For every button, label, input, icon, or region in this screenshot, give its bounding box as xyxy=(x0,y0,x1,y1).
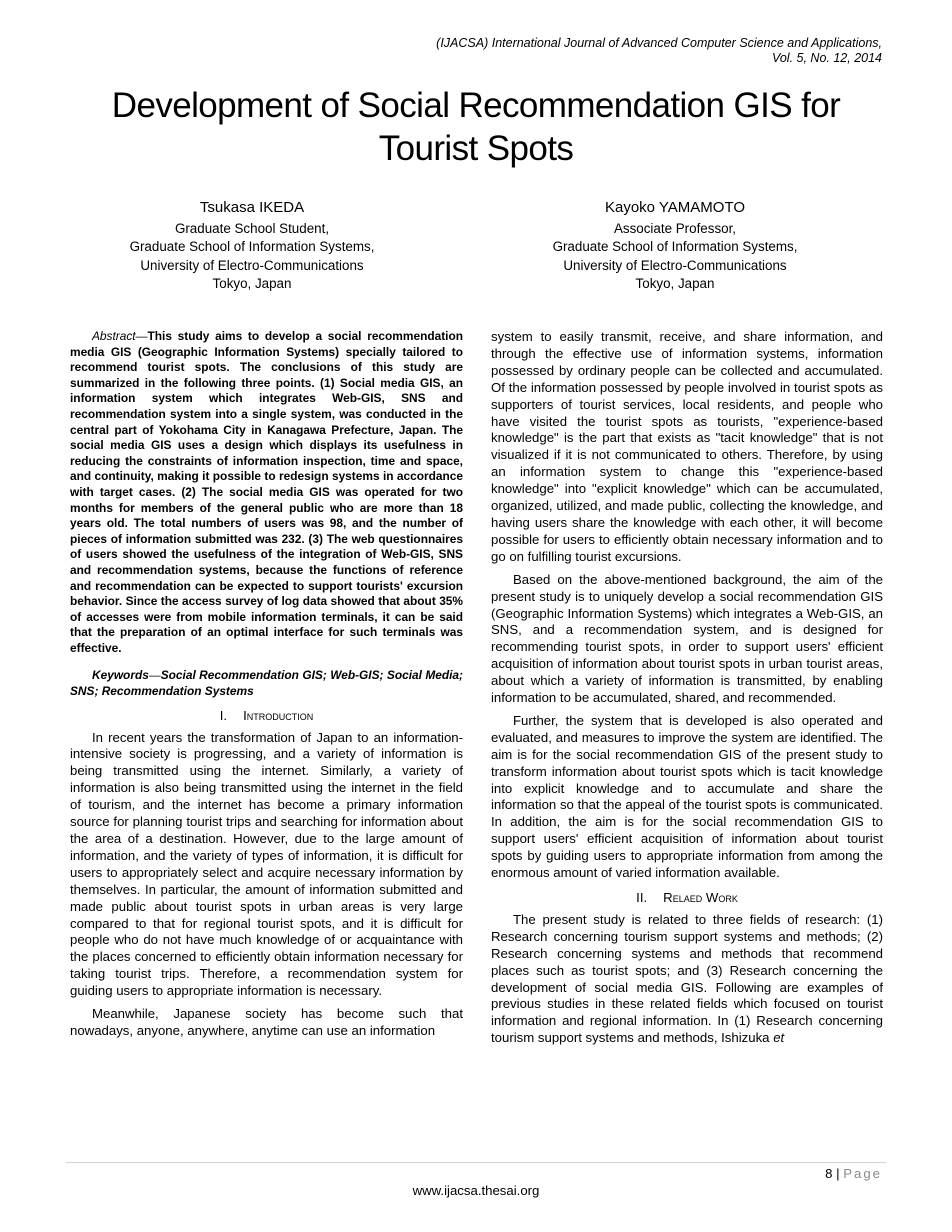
paragraph-italic: et xyxy=(773,1030,785,1046)
journal-header xyxy=(282,36,882,66)
keywords xyxy=(70,668,463,699)
paper-title-line1: Development of Social Recommendation GIS for xyxy=(111,86,841,125)
author-affiliation: Graduate School of Information Systems, xyxy=(552,239,798,255)
page-label: Page xyxy=(843,1166,882,1181)
section-number: I. xyxy=(219,707,228,723)
author-affiliation: University of Electro-Communications xyxy=(140,257,364,273)
section-title: Introduction xyxy=(243,707,314,723)
abstract-text: This study aims to develop a social recommendation media GIS (Geographic Information Systems) specially tailored to recommend tourist spots. The conclusions of this study are summarized in the following three points. (1) Social media GIS, an information system which integrates Web-GIS, SNS and recommendation system into a single system, was conducted in the central part of Yokohama City in Kanagawa Prefecture, Japan. The social media GIS uses a design which displays its usefulness in reducing the constraints of information inspection, time and space, and continuity, making it possible to redesign systems in accordance with target cases. (2) The social media GIS was operated for two months for members of the general public who are more than 18 years old. The total numbers of users was 98, and the number of pieces of information submitted was 232. (3) The web questionnaires of users showed the usefulness of the integration of Web-GIS, SNS and recommendation systems, because the functions of reference and recommendation can be expected to support tourists' excursion behavior. Since the access survey of log data showed that about 35% of accesses were from mobile information terminals, it can be said that the preparation of an optimal interface for such terminals was effective. xyxy=(70,329,463,655)
author-block-1 xyxy=(62,199,442,294)
author-affiliation: University of Electro-Communications xyxy=(563,257,787,273)
author-affiliation: Graduate School of Information Systems, xyxy=(129,239,375,255)
paper-title xyxy=(70,84,882,170)
footer-url: www.ijacsa.thesai.org xyxy=(412,1183,540,1198)
journal-volume: Vol. 5, No. 12, 2014 xyxy=(771,51,882,65)
section-number: II. xyxy=(636,890,648,905)
paragraph: Further, the system that is developed is also operated and evaluated, and measures to improve the system are identified. The aim is for the social recommendation GIS of the present study to transform information about tourist spots which is tacit knowledge into explicit knowledge and to accumulate and share the information so that the appeal of the tourist spots is communicated. In addition, the aim is for the social recommendation GIS to support users' efficient acquisition of information about tourist spots by guiding users to appropriate information from among the enormous amount of varied information available. xyxy=(491,712,883,881)
page-separator: | xyxy=(832,1166,844,1181)
left-column xyxy=(70,329,463,1046)
author-name: Kayoko YAMAMOTO xyxy=(604,199,746,216)
paragraph: Based on the above-mentioned background, the aim of the present study is to uniquely develop a social recommendation GIS (Geographic Information Systems) which integrates a Web-GIS, an SNS, and a recommendation system, and is designed for recommending tourist spots, in order to support users' efficient acquisition of information about tourist spots in urban tourist areas, about which a variety of information is transmitted, by enabling information to be accumulated, shared, and recommended. xyxy=(491,571,883,706)
paragraph: Meanwhile, Japanese society has become such that nowadays, anyone, anywhere, anytime can use an information xyxy=(70,1006,463,1038)
keywords-dash: — xyxy=(148,668,161,683)
paragraph xyxy=(491,912,883,1047)
page-number xyxy=(825,1166,882,1181)
author-affiliation: Associate Professor, xyxy=(613,220,737,236)
section-title: Relaed Work xyxy=(663,890,738,905)
keywords-label: Keywords xyxy=(92,668,149,683)
abstract xyxy=(70,329,463,656)
right-column xyxy=(491,329,883,1053)
section-heading-introduction xyxy=(70,708,463,725)
paragraph-continued: system to easily transmit, receive, and share information, and through the effective use of information systems, information possessed by ordinary people can be collected and accumulated. Of the information possessed by people involved in tourist spots as supporters of tourist services, local residents, and people who have visited the tourist spots as tourists, "experience-based knowledge" is the part that exists as "tacit knowledge" that is not visualized if it is not communicated to others. Therefore, by using an information system to change this "experience-based knowledge" into "explicit knowledge" which can be accumulated, organized, utilized, and made public, collecting the knowledge, and having users share the knowledge with each other, it will become possible for users to efficiently obtain necessary information and to go on fulfilling tourist excursions. xyxy=(491,329,883,564)
abstract-label: Abstract xyxy=(92,329,136,343)
journal-name: (IJACSA) International Journal of Advanced Computer Science and Applications, xyxy=(436,36,882,50)
abstract-dash: — xyxy=(135,329,148,343)
paper-title-line2: Tourist Spots xyxy=(378,129,574,168)
footer-divider xyxy=(66,1162,886,1163)
author-affiliation: Graduate School Student, xyxy=(174,220,330,236)
author-location: Tokyo, Japan xyxy=(635,276,715,292)
paragraph-text: The present study is related to three fields of research: (1) Research concerning tourism support systems and methods; (2) Research concerning systems and methods that recommend places such as tourist spots; and (3) Research concerning the development of social media GIS. Following are examples of previous studies in these related fields which focused on tourist information and regional information. In (1) Research concerning tourism support systems and methods, Ishizuka xyxy=(491,911,883,1046)
keywords-text: Social Recommendation GIS; Web-GIS; Social Media; SNS; Recommendation Systems xyxy=(70,668,463,699)
author-name: Tsukasa IKEDA xyxy=(199,199,305,216)
page-number-value: 8 xyxy=(825,1166,833,1181)
author-block-2 xyxy=(485,199,865,294)
section-heading-related-work xyxy=(491,890,883,907)
paragraph: In recent years the transformation of Japan to an information-intensive society is progressing, and a variety of information is being transmitted using the internet. Similarly, a variety of information is also being transmitted using the internet in the field of tourism, and the internet has become a primary information source for planning tourist trips and searching for information about the area of a destination. However, due to the large amount of information, and the variety of types of information, it is difficult for users to appropriately select and acquire necessary information by themselves. In particular, the amount of information submitted and made public about tourist spots in urban areas is very large compared to that for regional tourist spots, and it is difficult for people who do not have much knowledge of or acquaintance with the places concerned to efficiently obtain information necessary for taking tourist trips. Therefore, a recommendation system for guiding users to appropriate information is necessary. xyxy=(70,729,463,999)
author-location: Tokyo, Japan xyxy=(212,276,292,292)
